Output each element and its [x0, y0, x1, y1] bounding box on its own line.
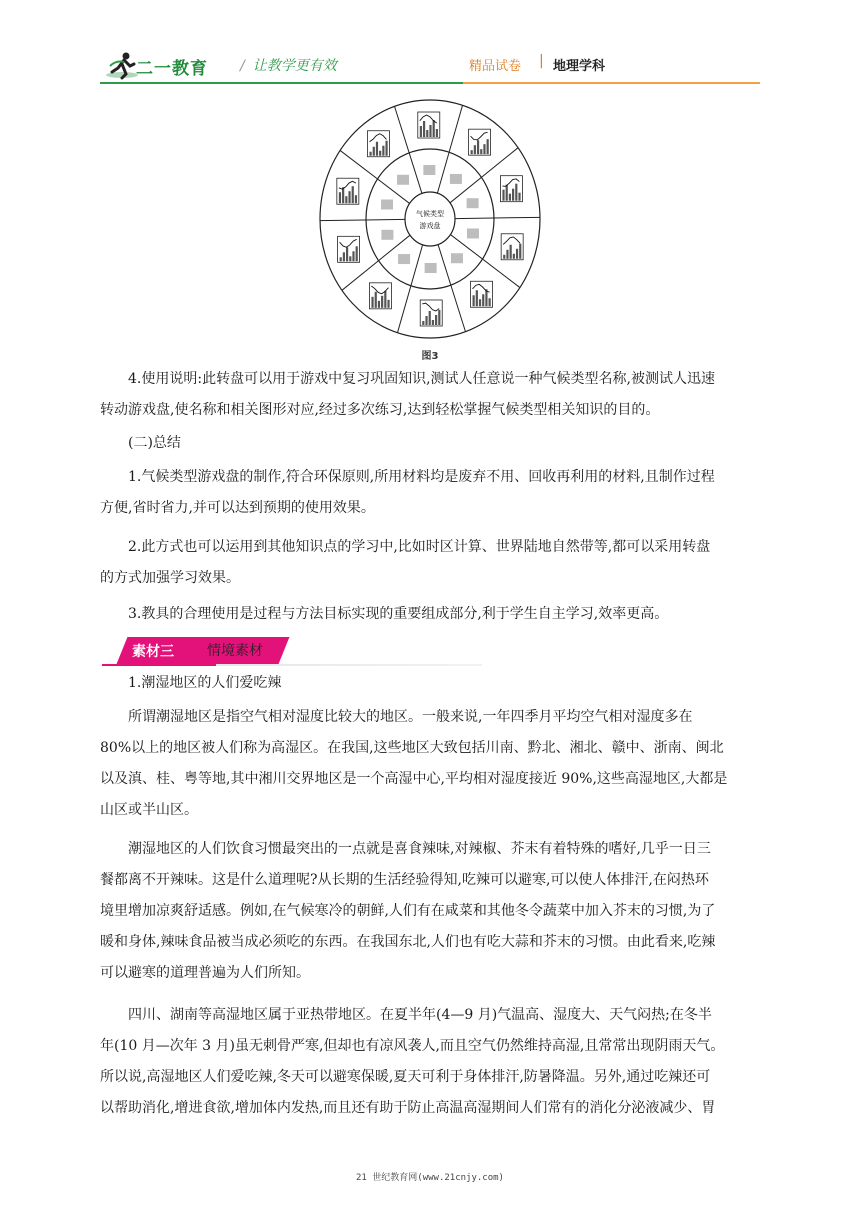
climate-chart-icon — [369, 283, 391, 309]
text-line: 所以说,高湿地区人们爱吃辣,冬天可以避寒保暖,夏天可利于身体排汗,防暑降温。另外,通过吃辣还可 — [100, 1069, 711, 1085]
logo-text: 二一教育 — [136, 59, 208, 79]
figure-caption: 图3 — [421, 351, 439, 362]
text-line: 暖和身体,辣味食品被当成必须吃的东西。在我国东北,人们也有吃大蒜和芥末的习惯。由此看来,吃辣 — [100, 934, 716, 950]
climate-chart-icon — [367, 131, 389, 157]
text-line: 以及滇、桂、粤等地,其中湘川交界地区是一个高湿中心,平均相对湿度接近 90%,这些高湿地区,大都是 — [100, 771, 728, 787]
text-line: 四川、湖南等高湿地区属于亚热带地区。在夏半年(4—9 月)气温高、湿度大、天气闷热;在冬半 — [128, 1007, 712, 1023]
climate-name-mark — [398, 254, 410, 264]
climate-name-mark — [381, 230, 393, 240]
text-line: 可以避寒的道理普遍为人们所知。 — [100, 965, 310, 981]
section-tag: 素材三 — [132, 644, 174, 660]
paragraph-summary-1 — [100, 462, 760, 524]
wheel-spoke — [455, 217, 540, 218]
climate-name-mark — [467, 228, 479, 238]
wheel-spoke — [320, 219, 405, 220]
climate-name-mark — [450, 174, 462, 184]
text-line: 以帮助消化,增进食欲,增加体内发热,而且还有助于防止高温高湿期间人们常有的消化分泌液减少、胃 — [100, 1100, 716, 1116]
text-line: 方便,省时省力,并可以达到预期的使用效果。 — [100, 500, 375, 516]
header-rule — [100, 82, 760, 84]
wheel-center-line1: 气候类型 — [416, 210, 444, 218]
section-rule — [102, 664, 482, 666]
text-line: 3.教具的合理使用是过程与方法目标实现的重要组成部分,利于学生自主学习,效率更高。 — [128, 606, 669, 622]
text-line: 1.气候类型游戏盘的制作,符合环保原则,所用材料均是废弃不用、回收再利用的材料,且制作过程 — [128, 469, 715, 485]
text-line: 潮湿地区的人们饮食习惯最突出的一点就是喜食辣味,对辣椒、芥末有着特殊的嗜好,几乎一日三 — [128, 841, 711, 857]
page-header — [0, 0, 860, 88]
wheel-center-line2: 游戏盘 — [419, 222, 441, 230]
paragraph-summary-2 — [100, 532, 760, 594]
text-line: 年(10 月—次年 3 月)虽无刺骨严寒,但却也有凉风袭人,而且空气仍然维持高湿,且常常出现阴雨天气。 — [100, 1038, 725, 1054]
climate-chart-icon — [418, 112, 440, 138]
climate-name-mark — [451, 253, 463, 263]
subject-label: 地理学科 — [553, 59, 606, 74]
exam-label: 精品试卷 — [469, 59, 522, 74]
climate-name-mark — [467, 198, 479, 208]
paragraph-usage — [100, 364, 760, 426]
climate-chart-icon — [337, 178, 359, 204]
text-line: 的方式加强学习效果。 — [100, 570, 240, 586]
text-line: 4.使用说明:此转盘可以用于游戏中复习巩固知识,测试人任意说一种气候类型名称,被测试人迅速 — [128, 371, 715, 387]
climate-name-mark — [397, 175, 409, 185]
article-paragraph-3 — [100, 1000, 760, 1124]
climate-name-mark — [381, 200, 393, 210]
text-line: (二)总结 — [128, 435, 181, 451]
climate-chart-icon — [338, 236, 360, 262]
text-line: 2.此方式也可以运用到其他知识点的学习中,比如时区计算、世界陆地自然带等,都可以采用转盘 — [128, 539, 711, 555]
climate-chart-icon — [420, 300, 442, 326]
section-banner — [102, 637, 482, 665]
text-line: 所谓潮湿地区是指空气相对湿度比较大的地区。一般来说,一年四季月平均空气相对湿度多在 — [128, 709, 693, 725]
climate-chart-icon — [471, 281, 493, 307]
climate-name-mark — [425, 263, 437, 273]
article-paragraph-1 — [100, 702, 760, 826]
section-label: 情境素材 — [207, 643, 263, 659]
climate-chart-icon — [500, 176, 522, 202]
climate-name-mark — [423, 165, 435, 175]
paragraph-summary-3 — [100, 599, 760, 630]
text-line: 80%以上的地区被人们称为高湿区。在我国,这些地区大致包括川南、黔北、湘北、赣中、浙南、闽北 — [100, 740, 724, 756]
text-line: 转动游戏盘,使名称和相关图形对应,经过多次练习,达到轻松掌握气候类型相关知识的目的。 — [100, 402, 660, 418]
text-line: 餐都离不开辣味。这是什么道理呢?从长期的生活经验得知,吃辣可以避寒,可以使人体排汗,在闷热环 — [100, 872, 709, 888]
page-footer: 21 世纪教育网(www.21cnjy.com) — [356, 1173, 504, 1183]
climate-chart-icon — [469, 129, 491, 155]
text-line: 境里增加凉爽舒适感。例如,在气候寒冷的朝鲜,人们有在咸菜和其他冬令蔬菜中加入芥末的习惯,为了 — [100, 903, 716, 919]
article-heading — [100, 668, 760, 699]
climate-chart-icon — [501, 234, 523, 260]
text-line: 1.潮湿地区的人们爱吃辣 — [128, 675, 282, 691]
header-separator: | — [539, 53, 544, 69]
article-paragraph-2 — [100, 834, 760, 989]
climate-wheel-figure — [318, 98, 542, 340]
text-line: 山区或半山区。 — [100, 802, 198, 818]
header-slogan: / 让教学更有效 — [240, 58, 337, 74]
paragraph-summary-heading — [100, 428, 760, 459]
slogan-text: 让教学更有效 — [252, 58, 337, 74]
